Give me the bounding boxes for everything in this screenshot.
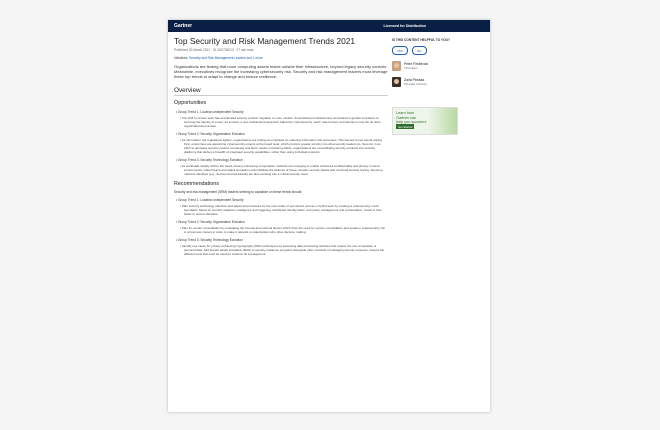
helpful-question: IS THIS CONTENT HELPFUL TO YOU? — [392, 38, 450, 42]
initiatives — [174, 56, 388, 60]
author-card[interactable] — [392, 77, 486, 87]
promo-text — [396, 111, 427, 125]
gartner-logo[interactable]: Gartner — [174, 23, 193, 29]
recommendation-group-title: • Group Trend 1: Location-Independent Security — [176, 198, 388, 202]
document-page — [168, 20, 490, 412]
divider — [174, 95, 388, 96]
opportunity-group-text: • As workloads rapidly shift to the cloud, privacy-enhancing computation methods are emerging to enable enhanced confidentiality and privacy in cloud environments, while breach and attack simulation tools facilitate the defense of these complex security stacks with continual security testing. Securing machine identities (e.g., devices and workloads) are also evolving into a critical security need. — [184, 164, 388, 176]
recommendation-group-text: • Plan security technology selection and adjust old processes for the new reality of permanent remote or hybrid work by creating a cybersecurity mesh foundation based on security analytics, intelligence and triggering, distributed identity fabric, and policy management and orchestration. Invest in how better to secure identities. — [184, 204, 388, 216]
promo-line: Gartner can — [396, 115, 417, 120]
promo-banner[interactable] — [392, 107, 458, 135]
initiatives-more-link[interactable]: and 1 more — [246, 56, 263, 60]
opportunity-group-title: • Group Trend 2: Security Organization Evolution — [176, 132, 388, 136]
author-name: Peter Firstbrook — [404, 62, 429, 66]
feedback-buttons — [392, 46, 486, 55]
initiatives-label: Initiatives: — [174, 56, 189, 60]
recommendation-group-title: • Group Trend 2: Security Organization Evolution — [176, 220, 388, 224]
sidebar — [392, 38, 486, 135]
recommendation-group-text: • Identify use cases for privacy-enhancing cryptography (PEC) techniques by assessing data processing activities that require the use of sensitive or personal data. Add breach attack simulation (BAS) to security resilience programs alongside other methods of managing security exposure. Assess the different tools that must be used for machine ID management. — [184, 244, 388, 256]
author-role: VP Analyst — [404, 66, 418, 70]
article-meta: Published 30 March 2021 · ID G00736210 · 27 min read — [174, 48, 254, 52]
opportunity-group-text: • The shift to remote work has accelerated security product migration to more modern cloud-delivered infrastructure and placed a greater emphasis on securing the identity of a user. As a result, a new architectural approach called the "cybersecurity mesh" was formed, and identity is now the de facto organizational perimeter. — [184, 116, 388, 128]
avatar — [392, 77, 401, 87]
initiatives-link[interactable]: Security and Risk Management Leaders — [189, 56, 246, 60]
article-summary: Organizations are finding that more computing assets reside outside their infrastructure, beyond legacy security controls. Meanwhile, executives recognize the increasing cybersecurity risk. Security and risk management leaders must leverage these top trends to adapt to change and ensure resilience. — [174, 64, 388, 80]
license-label: Licensed for Distribution — [383, 24, 426, 28]
article-main — [174, 36, 388, 256]
promo-line: Learn how — [396, 111, 414, 115]
overview-heading: Overview — [174, 86, 201, 94]
recommendations-intro: Security and risk management (SRM) leaders seeking to capitalize on these trends should: — [174, 189, 303, 194]
author-card[interactable] — [392, 61, 486, 71]
top-bar — [168, 20, 490, 32]
recommendation-group-text: • Plan for vendor consolidation by evaluating the internal and external factors which drive the need for vendor consolidation and speak to cybersecurity risk in a business context in order to make it relevant to stakeholders who drive decision making. — [184, 226, 388, 234]
recommendation-group-title: • Group Trend 3: Security Technology Evolution — [176, 238, 388, 242]
opportunity-group-title: • Group Trend 1: Location-Independent Security — [176, 110, 388, 114]
promo-line: help you succeed. — [396, 120, 427, 125]
get-started-button[interactable]: Get Started — [398, 124, 413, 129]
page-title: Top Security and Risk Management Trends 2021 — [174, 36, 356, 46]
opportunity-group-title: • Group Trend 3: Security Technology Evolution — [176, 158, 388, 162]
author-name: Zaira Pirzada — [404, 78, 425, 82]
recommendations-heading: Recommendations — [174, 180, 219, 187]
yes-button[interactable]: YES — [392, 46, 408, 55]
author-role: Principal, Advisory — [404, 82, 427, 86]
opportunities-heading: Opportunities — [174, 99, 207, 106]
avatar — [392, 61, 401, 71]
opportunity-group-text: • As information risk regulations tighten, organizations are putting an emphasis on maturing information risk processes. This has led to two trends arising. First, enterprises are appointing cybersecurity experts at the board level, which prompts greater scrutiny into what security leaders do. Second, in an effort to decrease security product complexity and favor vendor monitoring efforts, organizations are consolidating security products into security platforms that deliver a breadth of integrated security capabilities, rather than using individual products. — [184, 138, 388, 154]
no-button[interactable]: NO — [412, 46, 427, 55]
